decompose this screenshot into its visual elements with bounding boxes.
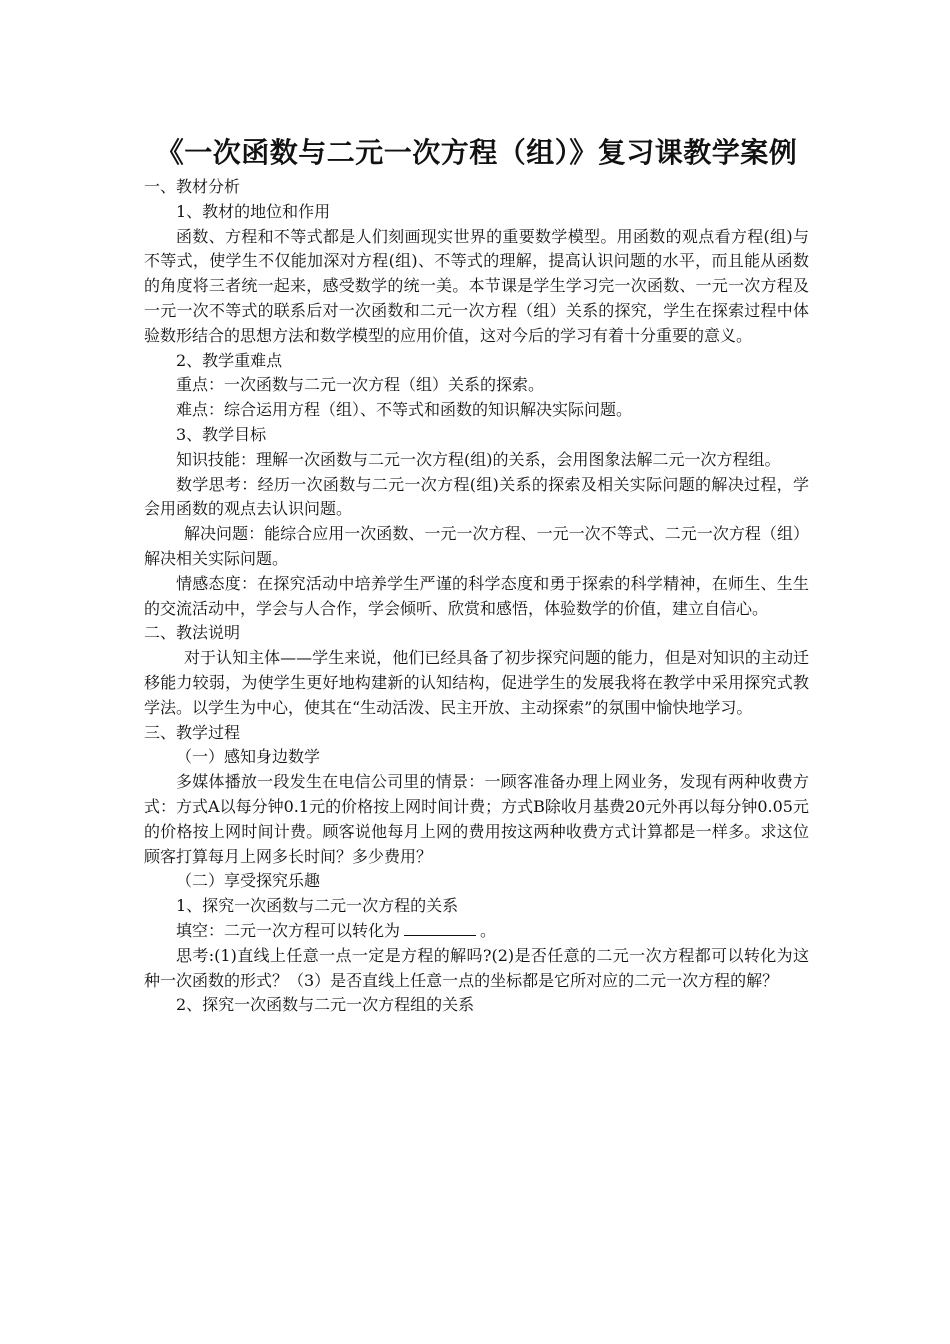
section-heading-teaching-process: 三、教学过程: [144, 722, 241, 742]
paragraph-fill-blank: [144, 919, 809, 944]
subsection-heading-objectives: 3、教学目标: [176, 424, 267, 444]
section-heading-textbook-analysis: 一、教材分析: [144, 177, 241, 196]
paragraph-think-questions: 思考:(1)直线上任意一点一定是方程的解吗?(2)是否任意的二元一次方程都可以转化为这种一次函数的形式？（3）是否直线上任意一点的坐标都是它所对应的二元一次方程的解？: [144, 945, 809, 990]
paragraph-scenario: 多媒体播放一段发生在电信公司里的情景：一顾客准备办理上网业务，发现有两种收费方式：方式A以每分钟0.1元的价格按上网时间计费；方式B除收月基费20元外再以每分钟0.05元的价格按上网时间计费。顾客说他每月上网的费用按这两种收费方式计算都是一样多。求这位顾客打算每月上网多长时间？多少费用？: [144, 772, 809, 866]
subsection-heading-role: 1、教材的地位和作用: [176, 201, 331, 221]
fill-blank-end: 。: [480, 920, 497, 940]
subsection-heading-key-points: 2、教学重难点: [176, 350, 283, 370]
paragraph-objective-knowledge: 知识技能：理解一次函数与二元一次方程(组)的关系，会用图象法解二元一次方程组。: [176, 449, 781, 469]
paragraph-key-point: 重点：一次函数与二元一次方程（组）关系的探索。: [176, 375, 545, 395]
paragraph-objective-problem-solving: 解决问题：能综合应用一次函数、一元一次方程、一元一次不等式、二元一次方程（组）解决相关实际问题。: [144, 524, 809, 568]
paragraph-difficult-point: 难点：综合运用方程（组）、不等式和函数的知识解决实际问题。: [176, 400, 633, 420]
document-content: [144, 135, 809, 1018]
paragraph-role: 函数、方程和不等式都是人们刻画现实世界的重要数学模型。用函数的观点看方程(组)与不等式，使学生不仅能加深对方程(组)、不等式的理解，提高认识问题的水平，而且能从函数的角度将三者统一起来，感受数学的统一美。本节课是学生学习完一次函数、一元一次方程及一元一次不等式的联系后对一次函数和二元一次方程（组）关系的探究，学生在探索过程中体验数形结合的思想方法和数学模型的应用价值，这对今后的学习有着十分重要的意义。: [144, 226, 809, 345]
subsection-heading-explore-equation: 1、探究一次函数与二元一次方程的关系: [176, 896, 459, 916]
paragraph-objective-thinking: 数学思考：经历一次函数与二元一次方程(组)关系的探索及相关实际问题的解决过程，学会用函数的观点去认识问题。: [144, 474, 809, 519]
fill-blank-prompt: 填空：二元一次方程可以转化为: [176, 920, 401, 940]
subsection-heading-perceive-math: （一）感知身边数学: [176, 747, 321, 767]
paragraph-objective-attitude: 情感态度：在探究活动中培养学生严谨的科学态度和勇于探索的科学精神，在师生、生生的交流活动中，学会与人合作，学会倾听、欣赏和感悟，体验数学的价值，建立自信心。: [144, 573, 809, 618]
fill-blank-line: [404, 921, 476, 936]
section-heading-teaching-method: 二、教法说明: [144, 623, 241, 643]
subsection-heading-explore: （二）享受探究乐趣: [176, 871, 321, 891]
paragraph-teaching-method: 对于认知主体——学生来说，他们已经具备了初步探究问题的能力，但是对知识的主动迁移能力较弱，为使学生更好地构建新的认知结构，促进学生的发展我将在教学中采用探究式教学法。以学生为中心，使其在“生动活泼、民主开放、主动探索”的氛围中愉快地学习。: [144, 648, 809, 717]
document-title: 《一次函数与二元一次方程（组）》复习课教学案例: [155, 136, 798, 169]
subsection-heading-explore-system: 2、探究一次函数与二元一次方程组的关系: [176, 995, 475, 1015]
